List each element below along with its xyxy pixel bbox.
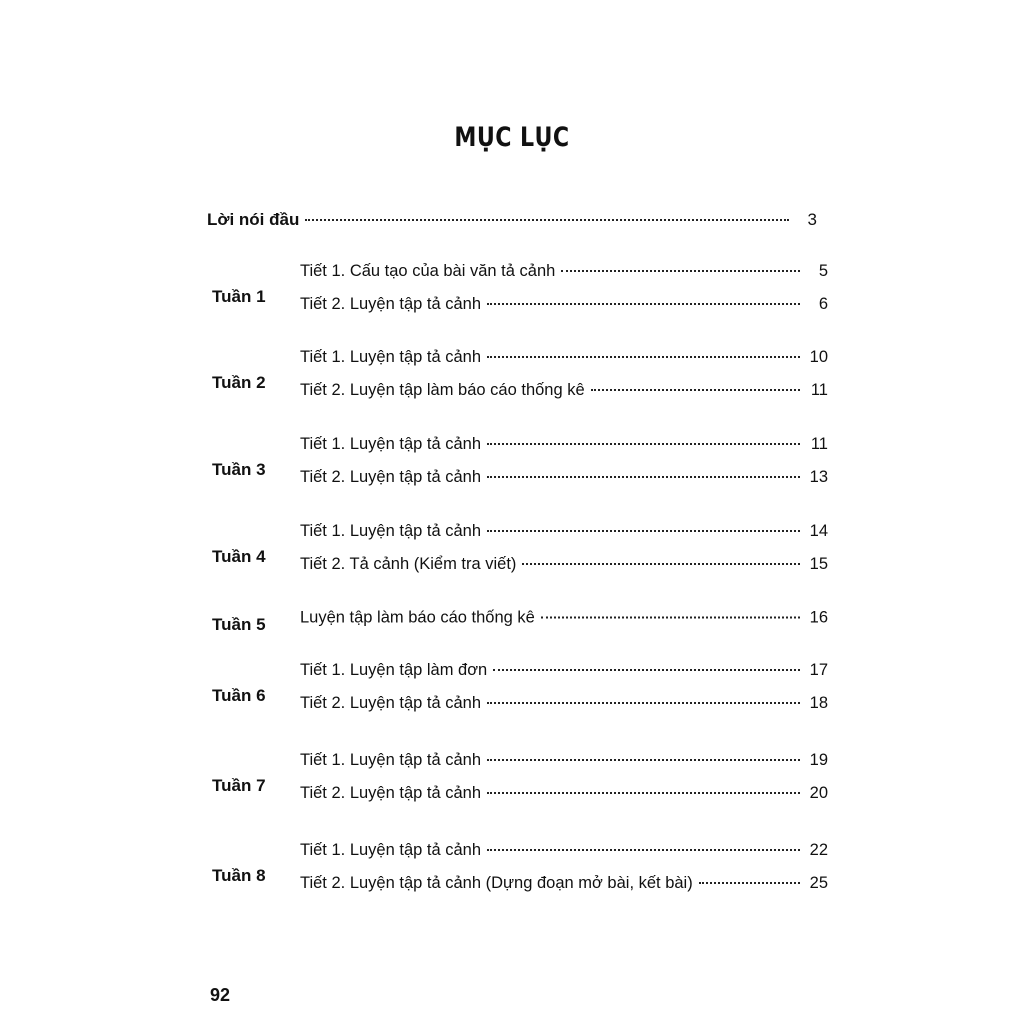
toc-entry: [300, 348, 828, 381]
dot-leader: [493, 669, 800, 671]
dot-leader: [699, 882, 800, 884]
dot-leader: [591, 389, 800, 391]
week-label: Tuần 5: [212, 615, 266, 634]
entry-title: Tiết 2. Luyện tập tả cảnh: [300, 694, 482, 712]
entry-title: Tiết 1. Cấu tạo của bài văn tả cảnh: [300, 262, 556, 280]
toc-entry: [300, 694, 828, 727]
entry-page: 11: [810, 435, 828, 453]
entry-title: Tiết 1. Luyện tập tả cảnh: [300, 348, 482, 366]
entry-title: Tiết 2. Luyện tập tả cảnh: [300, 468, 482, 486]
dot-leader: [487, 849, 800, 851]
entry-page: 10: [809, 348, 828, 366]
dot-leader: [561, 270, 800, 272]
week-block-5: [208, 590, 828, 660]
week-label: Tuần 4: [212, 547, 266, 566]
week-block-3: [208, 435, 828, 505]
toc-entry: [300, 381, 828, 414]
entry-title: Luyện tập làm báo cáo thống kê: [300, 608, 535, 627]
dot-leader: [487, 476, 800, 478]
entry-page: 14: [809, 522, 828, 540]
toc-entry: [300, 555, 828, 588]
entry-page: 16: [809, 608, 828, 627]
entry-title: Tiết 2. Luyện tập tả cảnh: [300, 784, 482, 802]
entry-page: 18: [809, 694, 828, 712]
week-label: Tuần 2: [212, 373, 266, 392]
dot-leader: [305, 219, 789, 221]
page-title: MỤC LỤC: [454, 122, 570, 153]
entry-title: Tiết 1. Luyện tập tả cảnh: [300, 751, 482, 769]
dot-leader: [522, 563, 800, 565]
week-label: Tuần 8: [212, 866, 266, 885]
dot-leader: [487, 530, 800, 532]
dot-leader: [487, 356, 800, 358]
week-label: Tuần 3: [212, 460, 266, 479]
entry-title: Tiết 1. Luyện tập tả cảnh: [300, 841, 482, 859]
entry-title: Tiết 1. Luyện tập tả cảnh: [300, 522, 482, 540]
week-block-8: [208, 841, 828, 911]
dot-leader: [487, 759, 800, 761]
entry-title: Tiết 2. Luyện tập tả cảnh (Dựng đoạn mở bài, kết bài): [300, 874, 693, 892]
toc-entry: [300, 609, 828, 642]
toc-entry: [300, 262, 828, 295]
toc-entry: [300, 435, 828, 468]
entry-title: Tiết 2. Luyện tập làm báo cáo thống kê: [300, 381, 585, 399]
entry-page: 13: [809, 468, 828, 486]
dot-leader: [487, 702, 800, 704]
intro-page: 3: [807, 210, 817, 229]
entry-page: 19: [809, 751, 828, 769]
entry-page: 11: [810, 381, 828, 399]
toc-entry: [300, 295, 828, 328]
toc-entry: [300, 751, 828, 784]
week-block-7: [208, 751, 828, 821]
dot-leader: [487, 792, 800, 794]
entry-page: 5: [818, 262, 828, 280]
dot-leader: [487, 443, 800, 445]
week-label: Tuần 6: [212, 686, 266, 705]
entry-title: Tiết 1. Luyện tập tả cảnh: [300, 435, 482, 453]
week-block-4: [208, 522, 828, 592]
toc-intro-row: [207, 210, 817, 230]
entry-page: 22: [809, 841, 828, 859]
entry-title: Tiết 2. Luyện tập tả cảnh: [300, 295, 482, 313]
entry-title: Tiết 2. Tả cảnh (Kiểm tra viết): [300, 555, 517, 573]
toc-entry: [300, 522, 828, 555]
dot-leader: [487, 303, 800, 305]
toc-entry: [300, 874, 828, 907]
entry-page: 15: [809, 555, 828, 573]
toc-entry: [300, 468, 828, 501]
week-block-2: [208, 348, 828, 418]
week-block-6: [208, 661, 828, 731]
toc-entry: [300, 841, 828, 874]
dot-leader: [541, 617, 800, 619]
week-label: Tuần 7: [212, 776, 266, 795]
entry-page: 17: [809, 661, 828, 679]
toc-entry: [300, 661, 828, 694]
page-number: 92: [210, 985, 231, 1005]
toc-entry: [300, 784, 828, 817]
week-label: Tuần 1: [212, 287, 266, 306]
entry-page: 6: [818, 295, 828, 313]
week-block-1: [208, 262, 828, 332]
entry-page: 20: [809, 784, 828, 802]
entry-page: 25: [809, 874, 828, 892]
intro-label: Lời nói đầu: [207, 210, 300, 229]
entry-title: Tiết 1. Luyện tập làm đơn: [300, 661, 488, 679]
